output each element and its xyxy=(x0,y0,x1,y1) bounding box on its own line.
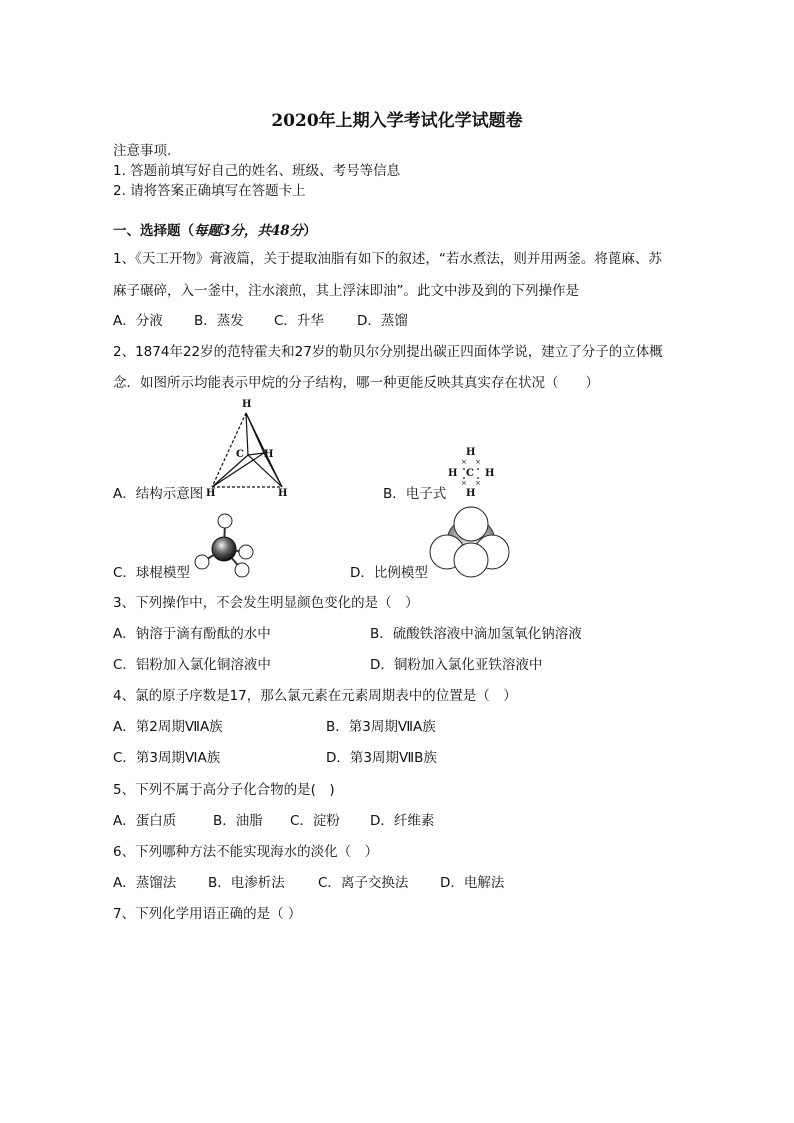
q6-option-b: B．电渗析法 xyxy=(208,875,285,891)
q6-stem: 6、下列哪种方法不能实现海水的淡化（ ） xyxy=(113,844,379,860)
q2-option-a: A．结构示意图 xyxy=(113,486,204,502)
q1-option-b: B．蒸发 xyxy=(194,313,244,329)
methane-ball-stick-model xyxy=(188,512,260,578)
q3-option-c: C．铝粉加入氯化铜溶液中 xyxy=(113,657,271,673)
q4-option-d: D．第3周期ⅦB族 xyxy=(326,750,437,766)
q1-option-a: A．分液 xyxy=(113,313,163,329)
q5-option-c: C．淀粉 xyxy=(290,813,340,829)
svg-text:×: × xyxy=(475,479,481,487)
ef-atom-h-left: H xyxy=(448,468,458,479)
q2-option-b: B．电子式 xyxy=(383,486,447,502)
ef-atom-h-top: H xyxy=(466,447,476,458)
page-title: 2020年上期入学考试化学试题卷 xyxy=(271,111,523,131)
q2-option-c: C．球棍模型 xyxy=(113,565,190,581)
svg-text:×: × xyxy=(461,479,467,487)
q6-option-a: A．蒸馏法 xyxy=(113,875,177,891)
q3-option-d: D．铜粉加入氯化亚铁溶液中 xyxy=(370,657,543,673)
q3-option-b: B．硫酸铁溶液中滴加氢氧化钠溶液 xyxy=(370,626,582,642)
q3-option-a: A．钠溶于滴有酚酞的水中 xyxy=(113,626,271,642)
q6-option-d: D．电解法 xyxy=(440,875,505,891)
section-label: 一、选择题（ xyxy=(113,223,194,239)
q1-line-1: 1、《天工开物》膏液篇，关于提取油脂有如下的叙述，“若水煮法，则并用两釜。将蓖麻、苏 xyxy=(113,251,662,267)
q4-option-c: C．第3周期ⅥA族 xyxy=(113,750,221,766)
q1-option-d: D．蒸馏 xyxy=(357,313,408,329)
q2-line-1: 2、1874年22岁的范特霍夫和27岁的勒贝尔分别提出碳正四面体学说，建立了分子的立体概 xyxy=(113,344,663,360)
q2-line-2: 念．如图所示均能表示甲烷的分子结构，哪一种更能反映其真实存在状况（ ） xyxy=(113,375,599,391)
atom-c-center: C xyxy=(236,449,244,460)
notes-heading: 注意事项. xyxy=(113,143,172,159)
q5-option-d: D．纤维素 xyxy=(370,813,435,829)
q4-option-a: A．第2周期ⅦA族 xyxy=(113,719,223,735)
methane-structure-diagram xyxy=(200,395,300,500)
q6-option-c: C．离子交换法 xyxy=(318,875,409,891)
q4-option-b: B．第3周期ⅦA族 xyxy=(326,719,436,735)
methane-space-filling-model xyxy=(428,500,514,580)
section-close: ） xyxy=(303,223,317,239)
q5-option-a: A．蛋白质 xyxy=(113,813,177,829)
notes-item-1: 1. 答题前填写好自己的姓名、班级、考号等信息 xyxy=(113,163,401,179)
q7-stem: 7、下列化学用语正确的是（ ） xyxy=(113,906,302,922)
q5-option-b: B．油脂 xyxy=(213,813,263,829)
ef-atom-h-right: H xyxy=(485,468,495,479)
ef-atom-h-bottom: H xyxy=(466,488,476,499)
q1-line-2: 麻子碾碎，入一釜中，注水滚煎，其上浮沫即油”。此文中涉及到的下列操作是 xyxy=(113,283,579,299)
svg-text:×: × xyxy=(461,458,467,466)
atom-h-top: H xyxy=(242,399,252,410)
svg-text:×: × xyxy=(475,458,481,466)
section-heading xyxy=(113,222,317,240)
atom-h-right: H xyxy=(264,449,274,460)
q1-option-c: C．升华 xyxy=(274,313,324,329)
q3-stem: 3、下列操作中，不会发生明显颜色变化的是（ ） xyxy=(113,595,419,611)
atom-h-left: H xyxy=(206,488,216,499)
atom-h-bottom: H xyxy=(278,488,288,499)
notes-item-2: 2. 请将答案正确填写在答题卡上 xyxy=(113,183,306,199)
ef-atom-c: C xyxy=(466,468,474,479)
section-detail: 每题3分，共48分 xyxy=(194,223,304,239)
q2-option-d: D．比例模型 xyxy=(350,565,428,581)
q5-stem: 5、下列不属于高分子化合物的是( ) xyxy=(113,782,335,798)
methane-electron-formula xyxy=(444,444,498,500)
q4-stem: 4、氯的原子序数是17，那么氯元素在元素周期表中的位置是（ ） xyxy=(113,688,517,704)
